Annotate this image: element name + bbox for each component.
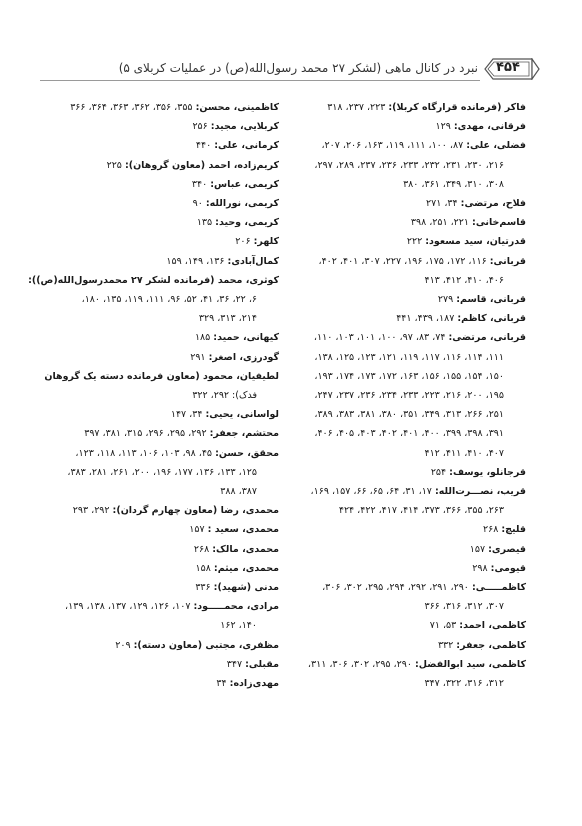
index-entry — [290, 232, 526, 251]
index-entry — [290, 136, 526, 194]
entry-pages: ۳۰۷، ۳۱۲، ۳۱۶، ۳۶۶ — [424, 601, 504, 613]
entry-name: قلیچ: — [501, 524, 526, 536]
index-entry — [290, 578, 526, 616]
entry-pages: ۲۰۶ — [235, 236, 254, 248]
entry-continuation-line — [290, 175, 526, 194]
entry-pages: ۱۵۰، ۱۵۴، ۱۵۵، ۱۵۶، ۱۶۳، ۱۷۲، ۱۷۳، ۱۷۴، ۱۹۳، — [314, 370, 504, 382]
index-entry — [43, 136, 279, 155]
entry-pages: ۲۹۱ — [190, 351, 209, 363]
entry-pages: ۲۹۲، ۲۹۵، ۲۹۶، ۳۱۵، ۳۸۱، ۳۹۷ — [84, 428, 210, 440]
entry-pages: ۳۴۷ — [226, 658, 246, 670]
index-entry — [290, 252, 526, 290]
entry-line — [290, 309, 526, 328]
entry-pages: ۲۲۵ — [106, 159, 125, 171]
entry-name: کلهر: — [253, 236, 279, 248]
entry-name: کریمی، وحید: — [215, 217, 279, 229]
entry-name: کریم‌زاده، احمد (معاون گروهان): — [124, 159, 279, 171]
entry-name: کریمی، عباس: — [210, 178, 279, 190]
index-entry — [290, 98, 526, 117]
entry-line — [43, 405, 279, 424]
entry-pages: ۱۱۱، ۱۱۴، ۱۱۶، ۱۱۷، ۱۱۹، ۱۲۱، ۱۲۳، ۱۲۵، ۱۳۸، — [314, 351, 504, 363]
entry-line — [290, 520, 526, 539]
entry-continuation-line — [290, 597, 526, 616]
entry-pages: ۲۵۱، ۲۶۶، ۳۱۳، ۳۴۹، ۳۵۱، ۳۸۰، ۳۸۱، ۳۸۳، ۳۸۹، — [314, 409, 504, 421]
entry-pages: ۲۱۶، ۲۳۰، ۲۳۱، ۲۳۲، ۲۳۳، ۲۳۶، ۲۳۷، ۲۸۹، ۲۹۷، — [314, 159, 504, 171]
entry-name: کاظمـــــی: — [471, 582, 526, 594]
entry-line — [290, 117, 526, 136]
index-entry — [290, 636, 526, 655]
entry-pages: ۱۴۰، ۱۶۲ — [220, 620, 257, 632]
entry-line — [290, 578, 526, 597]
index-entry — [43, 117, 279, 136]
entry-line — [43, 232, 279, 251]
entry-line — [290, 98, 526, 117]
index-entry — [290, 482, 526, 520]
entry-pages: ۳۴ — [216, 678, 230, 690]
entry-line — [290, 463, 526, 482]
entry-pages: ۴۴۰ — [195, 140, 215, 152]
index-entry — [28, 271, 279, 329]
entry-pages: ۶، ۲۲، ۳۶، ۴۱، ۵۲، ۹۶، ۱۱۱، ۱۱۹، ۱۳۵، ۱۸۰، — [81, 294, 257, 306]
entry-pages: ۳۴، ۲۷۱ — [426, 198, 461, 210]
entry-pages: ۵۳، ۷۱ — [429, 620, 460, 632]
entry-name: کربلایی، مجید: — [210, 121, 279, 133]
entry-name: محمدی، سعید : — [207, 524, 279, 536]
entry-pages: ۷۴، ۸۳، ۹۷، ۱۰۰، ۱۰۱، ۱۰۳، ۱۱۰، — [313, 332, 449, 344]
entry-pages: ۳۸۷، ۳۸۸ — [220, 486, 257, 498]
entry-line — [290, 616, 526, 635]
index-entry — [290, 194, 526, 213]
entry-pages: ۹۰ — [192, 198, 206, 210]
entry-line — [43, 156, 279, 175]
entry-pages: ۳۴۰ — [191, 178, 211, 190]
entry-line — [290, 213, 526, 232]
entry-line — [43, 424, 279, 443]
entry-pages: ۲۰۹ — [115, 639, 134, 651]
entry-line — [290, 290, 526, 309]
entry-line — [43, 578, 279, 597]
page-header — [40, 54, 540, 84]
entry-continuation-line — [290, 386, 526, 405]
entry-pages: ۲۵۶ — [192, 121, 211, 133]
entry-line — [43, 213, 279, 232]
entry-name: فلاح، مرتضی: — [460, 198, 526, 210]
entry-line — [43, 367, 279, 386]
entry-line — [290, 252, 526, 271]
entry-line — [43, 674, 279, 693]
index-entry — [290, 559, 526, 578]
entry-continuation-line — [290, 348, 526, 367]
running-title: نبرد در کانال ماهی (لشکر ۲۷ محمد رسول‌الله(ص) در عملیات کربلای ۵) — [118, 61, 478, 75]
index-column-right — [290, 98, 526, 693]
entry-name: فاکر (فرمانده قرارگاه کربلا): — [388, 102, 526, 113]
entry-pages: ۱۸۷، ۴۳۹، ۴۴۱ — [396, 313, 458, 325]
entry-pages: ۳۰۸، ۳۱۰، ۳۴۹، ۳۶۱، ۳۸۰ — [403, 178, 504, 190]
entry-line — [43, 98, 279, 117]
index-entry — [290, 520, 526, 539]
entry-line — [290, 636, 526, 655]
entry-name: فضلی، علی: — [466, 140, 526, 152]
entry-line — [290, 540, 526, 559]
entry-continuation-line — [290, 444, 526, 463]
entry-pages: ۱۰۷، ۱۲۶، ۱۲۹، ۱۳۷، ۱۳۸، ۱۳۹، — [65, 601, 194, 613]
index-entry — [43, 674, 279, 693]
entry-line — [290, 194, 526, 213]
index-entry — [290, 655, 526, 693]
entry-pages: ۲۷۹ — [437, 294, 457, 306]
entry-name: محمدی، مالک: — [212, 543, 279, 555]
entry-pages: ۲۶۸ — [483, 524, 502, 536]
entry-line — [43, 597, 279, 616]
index-entry — [43, 636, 279, 655]
entry-pages: ۳۵۵، ۳۵۶، ۳۶۲، ۳۶۳، ۳۶۴، ۳۶۶ — [70, 102, 196, 113]
entry-name: گودرزی، اصغر: — [208, 351, 279, 363]
header-rule — [40, 80, 480, 81]
index-entry — [43, 655, 279, 674]
entry-name: محتشم، جعفر: — [209, 428, 279, 440]
entry-name: کاظمی، سید ابوالفضل: — [414, 658, 526, 670]
entry-pages: ۱۲۵، ۱۳۳، ۱۳۶، ۱۷۷، ۱۹۶، ۲۰۰، ۲۶۱، ۲۸۱، ۳۸۳، — [67, 466, 257, 478]
entry-pages: ۱۸۵ — [194, 332, 214, 344]
index-entry — [43, 252, 279, 271]
entry-pages: ۱۲۹ — [435, 121, 454, 133]
entry-line — [43, 175, 279, 194]
index-entry — [43, 520, 279, 539]
entry-continuation-line — [290, 367, 526, 386]
entry-name: کاظمی، احمد: — [459, 620, 526, 632]
entry-pages: ۳۱۲، ۳۱۶، ۳۲۲، ۳۴۷ — [424, 678, 504, 690]
index-entry — [43, 175, 279, 194]
index-entry — [43, 232, 279, 251]
entry-continuation-line — [290, 674, 526, 693]
entry-line — [290, 136, 526, 155]
entry-continuation-line — [290, 271, 526, 290]
entry-line — [290, 232, 526, 251]
entry-pages: ۳۳۲ — [437, 639, 457, 651]
entry-name: مرادی، محمـــــود: — [193, 601, 279, 613]
entry-pages: ۱۵۷ — [469, 543, 489, 555]
entry-line — [43, 136, 279, 155]
entry-pages: ۲۹۲، ۲۹۳ — [72, 505, 113, 517]
entry-pages: ۲۱۴، ۳۱۳، ۳۲۹ — [198, 313, 257, 325]
entry-name: قربانی، قاسم: — [456, 294, 526, 306]
entry-line — [43, 252, 279, 271]
entry-continuation-line — [43, 309, 279, 328]
entry-pages: ۳۹۱، ۳۹۸، ۳۹۹، ۴۰۰، ۴۰۱، ۴۰۲، ۴۰۳، ۴۰۵، ۴۰۶، — [314, 428, 504, 440]
entry-continuation-line — [43, 616, 279, 635]
entry-pages: ۲۲۳، ۲۳۷، ۳۱۸ — [327, 102, 389, 113]
entry-name: قربانی، مرتضی: — [448, 332, 526, 344]
entry-pages: ۲۵۴ — [430, 466, 450, 478]
entry-pages: ۲۹۰، ۲۹۵، ۳۰۲، ۳۰۶، ۳۱۱، — [307, 658, 415, 670]
entry-name: قریب، نصـــرت‌الله: — [434, 486, 526, 498]
entry-name: محمدی، میثم: — [213, 562, 279, 574]
index-entry — [290, 290, 526, 309]
index-entry — [290, 540, 526, 559]
entry-line — [43, 520, 279, 539]
index-entry — [43, 424, 279, 443]
entry-line — [43, 348, 279, 367]
entry-pages: ۲۹۸ — [472, 562, 491, 574]
entry-line — [43, 444, 279, 463]
index-entry — [290, 463, 526, 482]
entry-name: لطیفیان، محمود (معاون فرمانده دسته یک گروهان — [44, 370, 279, 382]
index-entry — [43, 348, 279, 367]
index-entry — [43, 213, 279, 232]
index-entry — [290, 213, 526, 232]
index-entry — [43, 328, 279, 347]
entry-name: قاسم‌خانی: — [472, 217, 526, 229]
entry-line — [43, 328, 279, 347]
entry-line — [43, 194, 279, 213]
index-entry — [290, 616, 526, 635]
page-number: ۴۵۴ — [496, 60, 520, 75]
entry-pages: ۲۲۱، ۲۵۱، ۳۹۸ — [410, 217, 473, 229]
index-entry — [43, 501, 279, 520]
entry-pages: ۴۵، ۹۸، ۱۰۳، ۱۰۶، ۱۱۳، ۱۱۸، ۱۲۳، — [75, 447, 216, 459]
entry-pages: ۳۴، ۱۴۷ — [170, 409, 206, 421]
entry-continuation-line — [43, 482, 279, 501]
entry-pages: ۱۹۵، ۲۰۰، ۲۱۶، ۲۲۳، ۲۳۳، ۲۳۴، ۲۳۶، ۲۳۷، ۲۴۷، — [314, 390, 504, 402]
entry-name: مقبلی: — [245, 658, 279, 670]
entry-line — [290, 328, 526, 347]
index-entry — [43, 156, 279, 175]
index-entry — [43, 405, 279, 424]
entry-name: مظفری، مجتبی (معاون دسته): — [133, 639, 279, 651]
entry-pages: ۱۳۶، ۱۴۹، ۱۵۹ — [166, 255, 228, 267]
entry-continuation-line — [290, 405, 526, 424]
entry-line — [290, 559, 526, 578]
entry-name: کوثری، محمد (فرمانده لشکر ۲۷ محمدرسول‌الله(ص)): — [28, 274, 279, 286]
entry-pages: ۱۵۸ — [195, 562, 214, 574]
entry-pages: ۲۹۰، ۲۹۱، ۲۹۲، ۲۹۴، ۲۹۵، ۳۰۲، ۳۰۶، — [322, 582, 472, 594]
index-entry — [43, 578, 279, 597]
entry-name: کیهانی، حمید: — [213, 332, 279, 344]
entry-name: لواسانی، یحیی: — [205, 409, 279, 421]
entry-name: قربانی، کاظم: — [457, 313, 526, 325]
entry-pages: ۱۱۶، ۱۷۲، ۱۷۵، ۱۹۶، ۲۲۷، ۳۰۷، ۴۰۱، ۴۰۲، — [318, 255, 490, 267]
index-entry — [43, 98, 279, 117]
entry-name: قیصری: — [488, 543, 526, 555]
index-entry — [290, 309, 526, 328]
entry-name: کاظمی، جعفر: — [456, 639, 526, 651]
entry-pages: ۱۵۷ — [189, 524, 208, 536]
entry-pages: ۸۷، ۱۰۰، ۱۱۱، ۱۱۹، ۱۶۳، ۲۰۶، ۲۰۷، — [321, 140, 467, 152]
entry-line — [43, 559, 279, 578]
entry-line — [43, 655, 279, 674]
entry-name: کرمانی، علی: — [214, 140, 279, 152]
entry-continuation-line — [290, 424, 526, 443]
index-entry — [43, 559, 279, 578]
index-entry — [290, 117, 526, 136]
index-entry — [43, 367, 279, 405]
entry-name: فرقانی، مهدی: — [453, 121, 526, 133]
index-entry — [43, 444, 279, 502]
entry-name: قدرتیان، سید مسعود: — [425, 236, 526, 248]
entry-pages: ۳۳۶ — [195, 582, 214, 594]
entry-name: مدنی (شهید): — [213, 582, 279, 594]
entry-name: قیومی: — [490, 562, 526, 574]
entry-continuation-line — [290, 156, 526, 175]
entry-name: قرجانلو، یوسف: — [449, 466, 526, 478]
entry-name: کمال‌آبادی: — [227, 255, 279, 267]
index-entry — [290, 328, 526, 462]
entry-line — [290, 655, 526, 674]
entry-name: محقق، حسن: — [215, 447, 279, 459]
entry-pages: ۲۶۸ — [193, 543, 213, 555]
entry-pages: ۲۲۲ — [406, 236, 426, 248]
entry-name: کاظمینی، محسن: — [195, 102, 279, 113]
page-number-badge — [484, 58, 540, 80]
entry-pages: ۲۶۳، ۳۵۵، ۳۶۶، ۳۷۳، ۴۱۴، ۴۱۷، ۴۲۲، ۴۲۴ — [338, 505, 504, 517]
entry-pages: ۱۳۵ — [196, 217, 216, 229]
entry-line — [290, 482, 526, 501]
entry-line — [43, 636, 279, 655]
entry-line — [43, 540, 279, 559]
entry-line — [28, 271, 279, 290]
entry-pages: ۴۰۷، ۴۱۰، ۴۱۱، ۴۱۲ — [424, 447, 504, 459]
entry-continuation-line — [290, 501, 526, 520]
entry-line — [43, 501, 279, 520]
entry-name: محمدی، رضا (معاون چهارم گردان): — [112, 505, 279, 517]
index-entry — [43, 540, 279, 559]
entry-continuation-line — [43, 290, 279, 309]
entry-name: کریمی، نورالله: — [205, 198, 279, 210]
index-entry — [43, 597, 279, 635]
entry-pages: فدک): ۲۹۲، ۳۲۲ — [192, 390, 257, 402]
entry-pages: ۱۷، ۳۱، ۶۴، ۶۵، ۶۶، ۱۵۷، ۱۶۹، — [310, 486, 435, 498]
entry-name: مهدی‌زاده: — [229, 678, 279, 690]
entry-continuation-line — [43, 463, 279, 482]
index-entry — [43, 194, 279, 213]
index-column-left — [28, 98, 279, 693]
entry-continuation-line — [43, 386, 279, 405]
entry-pages: ۴۰۶، ۴۱۰، ۴۱۲، ۴۱۳ — [424, 274, 504, 286]
entry-line — [43, 117, 279, 136]
entry-name: قربانی: — [489, 255, 526, 267]
